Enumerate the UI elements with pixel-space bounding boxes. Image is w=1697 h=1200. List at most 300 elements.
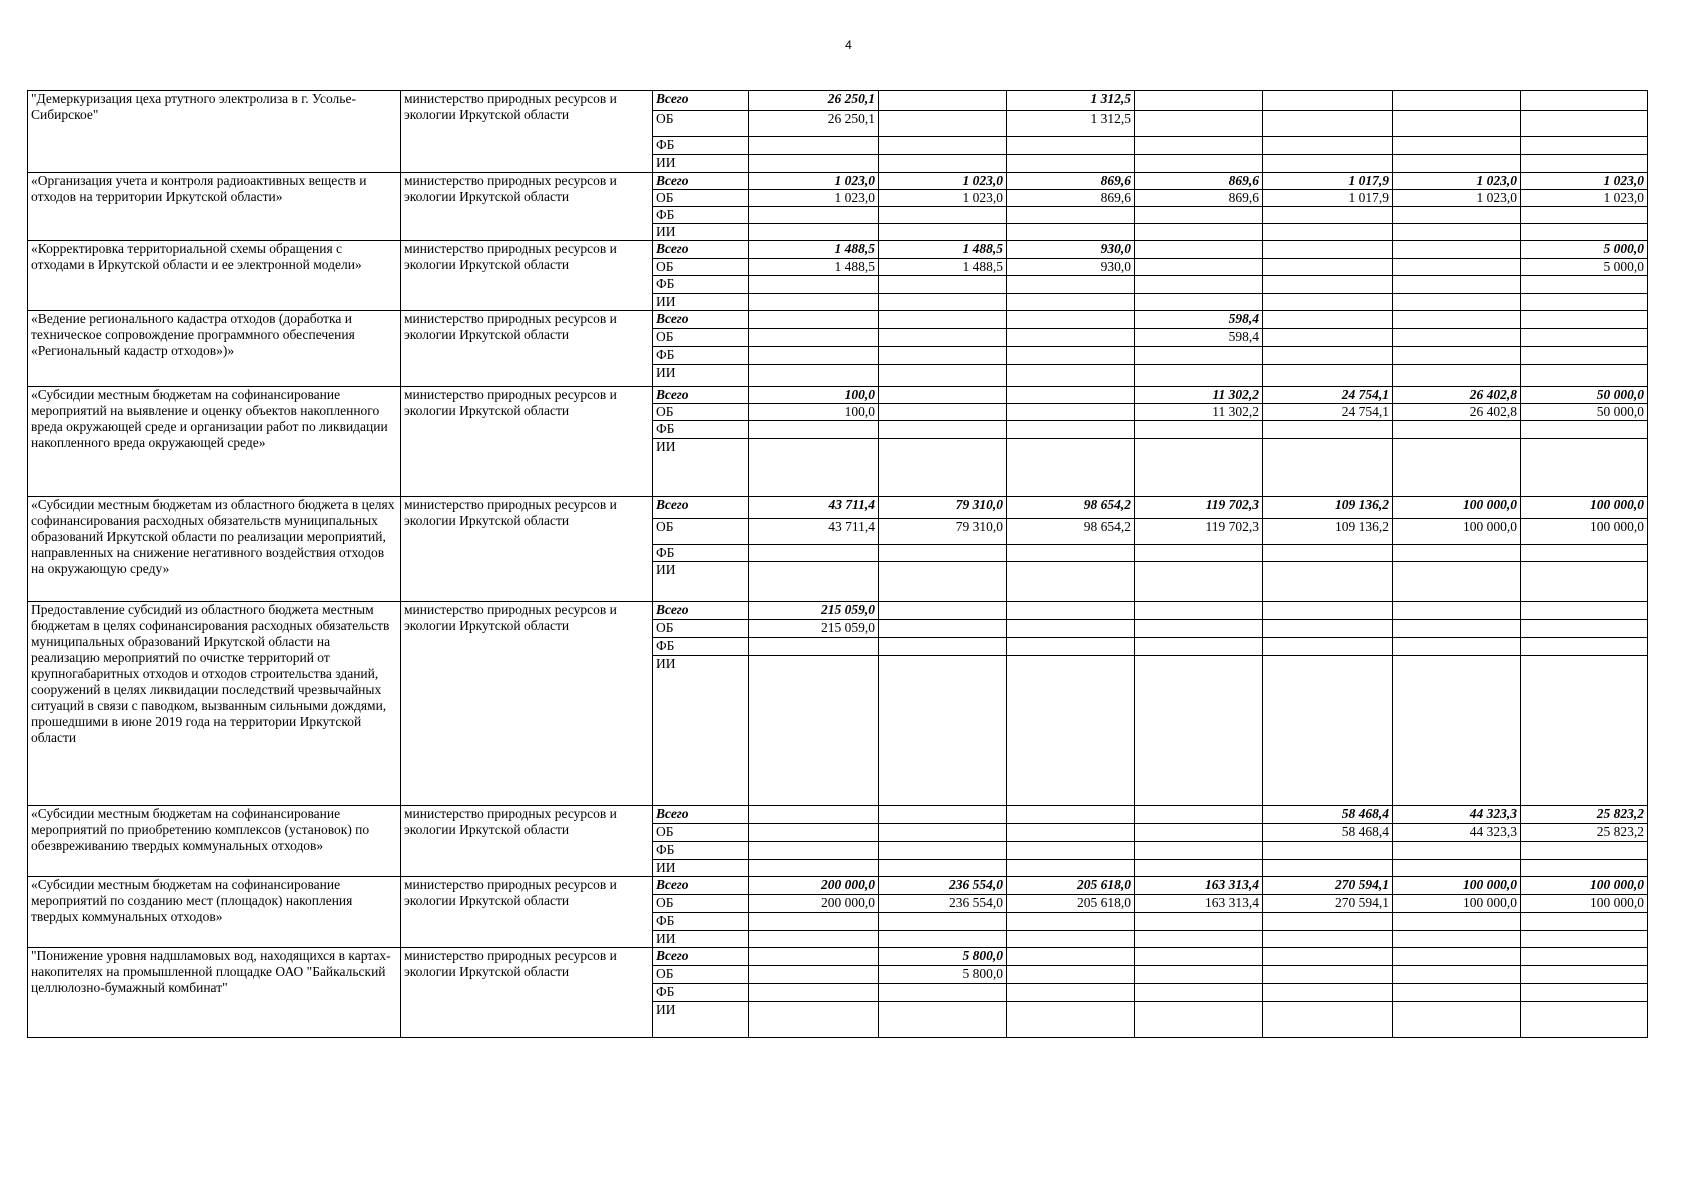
amount-cell bbox=[879, 137, 1007, 155]
amount-cell bbox=[1007, 824, 1135, 842]
amount-cell bbox=[1007, 656, 1135, 806]
amount-cell: 119 702,3 bbox=[1135, 519, 1263, 545]
amount-cell bbox=[1263, 155, 1393, 173]
amount-cell bbox=[1263, 276, 1393, 294]
amount-cell bbox=[1135, 824, 1263, 842]
amount-cell bbox=[1393, 111, 1521, 137]
amount-cell bbox=[1263, 860, 1393, 877]
amount-cell bbox=[1263, 948, 1393, 966]
amount-cell bbox=[1135, 224, 1263, 241]
amount-cell: 100 000,0 bbox=[1393, 497, 1521, 519]
amount-cell bbox=[1521, 966, 1648, 984]
funding-source-label: ОБ bbox=[653, 966, 749, 984]
amount-cell bbox=[1263, 259, 1393, 276]
table-row bbox=[28, 311, 1648, 329]
table-row bbox=[28, 173, 1648, 190]
amount-cell: 58 468,4 bbox=[1263, 824, 1393, 842]
amount-cell: 109 136,2 bbox=[1263, 497, 1393, 519]
table-row bbox=[28, 91, 1648, 111]
amount-cell bbox=[879, 562, 1007, 602]
amount-cell bbox=[1393, 276, 1521, 294]
executor: министерство природных ресурсов и экологии Иркутской области bbox=[401, 877, 653, 948]
amount-cell: 236 554,0 bbox=[879, 895, 1007, 913]
amount-cell bbox=[1263, 241, 1393, 259]
measure-name: «Субсидии местным бюджетам на софинансирование мероприятий по приобретению комплексов (установок) по обезвреживанию твердых коммунальных отходов» bbox=[28, 806, 401, 877]
amount-cell bbox=[1007, 948, 1135, 966]
amount-cell: 100 000,0 bbox=[1521, 877, 1648, 895]
amount-cell bbox=[749, 860, 879, 877]
amount-cell bbox=[749, 421, 879, 439]
amount-cell: 100 000,0 bbox=[1393, 877, 1521, 895]
amount-cell bbox=[1263, 638, 1393, 656]
amount-cell bbox=[1521, 545, 1648, 562]
executor: министерство природных ресурсов и экологии Иркутской области bbox=[401, 387, 653, 497]
amount-cell bbox=[1393, 329, 1521, 347]
amount-cell: 215 059,0 bbox=[749, 620, 879, 638]
amount-cell bbox=[1135, 966, 1263, 984]
amount-cell bbox=[1521, 137, 1648, 155]
amount-cell bbox=[1393, 948, 1521, 966]
amount-cell bbox=[1393, 860, 1521, 877]
amount-cell bbox=[749, 656, 879, 806]
executor: министерство природных ресурсов и экологии Иркутской области bbox=[401, 173, 653, 241]
amount-cell bbox=[1263, 984, 1393, 1002]
amount-cell bbox=[1521, 347, 1648, 365]
amount-cell: 100,0 bbox=[749, 404, 879, 421]
amount-cell bbox=[1007, 404, 1135, 421]
amount-cell: 43 711,4 bbox=[749, 497, 879, 519]
amount-cell: 1 488,5 bbox=[749, 241, 879, 259]
amount-cell: 1 017,9 bbox=[1263, 190, 1393, 207]
amount-cell bbox=[879, 347, 1007, 365]
amount-cell: 270 594,1 bbox=[1263, 877, 1393, 895]
amount-cell: 869,6 bbox=[1135, 173, 1263, 190]
amount-cell bbox=[879, 860, 1007, 877]
amount-cell bbox=[879, 224, 1007, 241]
amount-cell bbox=[1135, 155, 1263, 173]
amount-cell bbox=[1393, 311, 1521, 329]
amount-cell bbox=[749, 824, 879, 842]
amount-cell bbox=[1007, 421, 1135, 439]
funding-source-label: ИИ bbox=[653, 860, 749, 877]
funding-source-label: Всего bbox=[653, 387, 749, 404]
amount-cell: 236 554,0 bbox=[879, 877, 1007, 895]
funding-source-label: ОБ bbox=[653, 404, 749, 421]
amount-cell bbox=[1135, 111, 1263, 137]
amount-cell bbox=[1521, 602, 1648, 620]
amount-cell bbox=[1393, 1002, 1521, 1038]
amount-cell bbox=[1263, 842, 1393, 860]
funding-source-label: Всего bbox=[653, 173, 749, 190]
amount-cell bbox=[1393, 602, 1521, 620]
amount-cell bbox=[879, 1002, 1007, 1038]
amount-cell: 1 023,0 bbox=[879, 190, 1007, 207]
amount-cell bbox=[1007, 311, 1135, 329]
amount-cell bbox=[1521, 365, 1648, 387]
amount-cell bbox=[1135, 913, 1263, 931]
executor: министерство природных ресурсов и экологии Иркутской области bbox=[401, 806, 653, 877]
measure-name: «Субсидии местным бюджетам из областного бюджета в целях софинансирования расходных обязательств муниципальных образований Иркутской области по реализации мероприятий, направленных на снижение негативного воздействия отходов на окружающую среду» bbox=[28, 497, 401, 602]
amount-cell bbox=[879, 824, 1007, 842]
amount-cell bbox=[1007, 207, 1135, 224]
amount-cell: 1 488,5 bbox=[749, 259, 879, 276]
amount-cell bbox=[879, 207, 1007, 224]
amount-cell bbox=[879, 913, 1007, 931]
amount-cell bbox=[1393, 842, 1521, 860]
amount-cell: 1 023,0 bbox=[879, 173, 1007, 190]
amount-cell bbox=[1135, 656, 1263, 806]
amount-cell bbox=[1393, 137, 1521, 155]
amount-cell bbox=[1521, 276, 1648, 294]
amount-cell bbox=[1521, 91, 1648, 111]
amount-cell bbox=[1393, 931, 1521, 948]
amount-cell: 5 000,0 bbox=[1521, 259, 1648, 276]
amount-cell bbox=[1007, 439, 1135, 497]
amount-cell bbox=[879, 404, 1007, 421]
funding-source-label: ИИ bbox=[653, 224, 749, 241]
amount-cell bbox=[879, 545, 1007, 562]
amount-cell bbox=[1135, 806, 1263, 824]
amount-cell bbox=[749, 347, 879, 365]
amount-cell: 5 800,0 bbox=[879, 948, 1007, 966]
amount-cell bbox=[1263, 347, 1393, 365]
amount-cell: 79 310,0 bbox=[879, 497, 1007, 519]
amount-cell bbox=[1521, 860, 1648, 877]
executor: министерство природных ресурсов и экологии Иркутской области bbox=[401, 602, 653, 806]
funding-source-label: ФБ bbox=[653, 207, 749, 224]
amount-cell bbox=[1521, 224, 1648, 241]
amount-cell: 598,4 bbox=[1135, 311, 1263, 329]
amount-cell: 869,6 bbox=[1007, 190, 1135, 207]
amount-cell bbox=[1521, 562, 1648, 602]
table-row bbox=[28, 948, 1648, 966]
amount-cell: 24 754,1 bbox=[1263, 387, 1393, 404]
amount-cell bbox=[1007, 329, 1135, 347]
amount-cell: 43 711,4 bbox=[749, 519, 879, 545]
amount-cell bbox=[1263, 224, 1393, 241]
amount-cell bbox=[1521, 620, 1648, 638]
table-row bbox=[28, 387, 1648, 404]
amount-cell bbox=[749, 545, 879, 562]
amount-cell: 1 488,5 bbox=[879, 241, 1007, 259]
executor: министерство природных ресурсов и экологии Иркутской области bbox=[401, 241, 653, 311]
amount-cell bbox=[1135, 948, 1263, 966]
amount-cell bbox=[1007, 155, 1135, 173]
table-row bbox=[28, 602, 1648, 620]
amount-cell bbox=[879, 387, 1007, 404]
amount-cell bbox=[1135, 294, 1263, 311]
amount-cell: 100 000,0 bbox=[1393, 895, 1521, 913]
funding-source-label: Всего bbox=[653, 602, 749, 620]
amount-cell bbox=[1007, 966, 1135, 984]
funding-source-label: ФБ bbox=[653, 913, 749, 931]
amount-cell: 44 323,3 bbox=[1393, 824, 1521, 842]
funding-source-label: ОБ bbox=[653, 824, 749, 842]
amount-cell bbox=[1263, 439, 1393, 497]
funding-source-label: ФБ bbox=[653, 545, 749, 562]
amount-cell bbox=[1007, 913, 1135, 931]
amount-cell: 1 017,9 bbox=[1263, 173, 1393, 190]
amount-cell bbox=[1007, 365, 1135, 387]
amount-cell bbox=[1135, 562, 1263, 602]
amount-cell bbox=[1135, 842, 1263, 860]
amount-cell bbox=[1393, 365, 1521, 387]
funding-source-label: ОБ bbox=[653, 190, 749, 207]
amount-cell bbox=[1263, 913, 1393, 931]
funding-source-label: ИИ bbox=[653, 155, 749, 173]
amount-cell bbox=[879, 421, 1007, 439]
amount-cell bbox=[1263, 311, 1393, 329]
amount-cell: 205 618,0 bbox=[1007, 895, 1135, 913]
amount-cell: 26 402,8 bbox=[1393, 404, 1521, 421]
amount-cell: 26 402,8 bbox=[1393, 387, 1521, 404]
budget-table bbox=[27, 90, 1648, 1038]
amount-cell bbox=[1393, 966, 1521, 984]
amount-cell: 26 250,1 bbox=[749, 91, 879, 111]
amount-cell: 50 000,0 bbox=[1521, 387, 1648, 404]
amount-cell bbox=[1521, 638, 1648, 656]
page-number: 4 bbox=[845, 38, 852, 52]
amount-cell: 100 000,0 bbox=[1393, 519, 1521, 545]
amount-cell: 5 000,0 bbox=[1521, 241, 1648, 259]
amount-cell bbox=[1007, 602, 1135, 620]
amount-cell bbox=[879, 984, 1007, 1002]
amount-cell bbox=[1393, 294, 1521, 311]
funding-source-label: ОБ bbox=[653, 895, 749, 913]
amount-cell bbox=[879, 365, 1007, 387]
amount-cell: 98 654,2 bbox=[1007, 519, 1135, 545]
amount-cell bbox=[1007, 562, 1135, 602]
amount-cell: 200 000,0 bbox=[749, 877, 879, 895]
amount-cell: 163 313,4 bbox=[1135, 895, 1263, 913]
amount-cell bbox=[1263, 421, 1393, 439]
table-row bbox=[28, 877, 1648, 895]
measure-name: "Демеркуризация цеха ртутного электролиза в г. Усолье-Сибирское" bbox=[28, 91, 401, 173]
amount-cell bbox=[749, 1002, 879, 1038]
amount-cell bbox=[1393, 620, 1521, 638]
amount-cell bbox=[1135, 259, 1263, 276]
amount-cell bbox=[1521, 913, 1648, 931]
amount-cell bbox=[749, 842, 879, 860]
amount-cell bbox=[1393, 984, 1521, 1002]
amount-cell bbox=[1393, 347, 1521, 365]
amount-cell bbox=[1393, 207, 1521, 224]
measure-name: Предоставление субсидий из областного бюджета местным бюджетам в целях софинансирования расходных обязательств муниципальных образований Иркутской области на реализацию мероприятий по очистке территорий от крупногабаритных отходов и отходов строительства зданий, сооружений в целях ликвидации последствий чрезвычайных ситуаций в связи с паводком, вызванным сильными дождями, прошедшими в июне 2019 года на территории Иркутской области bbox=[28, 602, 401, 806]
amount-cell bbox=[749, 948, 879, 966]
amount-cell bbox=[879, 656, 1007, 806]
amount-cell bbox=[879, 602, 1007, 620]
funding-source-label: Всего bbox=[653, 311, 749, 329]
measure-name: «Субсидии местным бюджетам на софинансирование мероприятий по созданию мест (площадок) накопления твердых коммунальных отходов» bbox=[28, 877, 401, 948]
amount-cell bbox=[1007, 1002, 1135, 1038]
funding-source-label: ФБ bbox=[653, 347, 749, 365]
amount-cell bbox=[1135, 1002, 1263, 1038]
amount-cell bbox=[1007, 294, 1135, 311]
amount-cell bbox=[1393, 638, 1521, 656]
amount-cell bbox=[1263, 207, 1393, 224]
amount-cell: 1 312,5 bbox=[1007, 111, 1135, 137]
amount-cell bbox=[749, 806, 879, 824]
amount-cell bbox=[1007, 860, 1135, 877]
amount-cell bbox=[749, 276, 879, 294]
amount-cell bbox=[1135, 347, 1263, 365]
amount-cell bbox=[1263, 602, 1393, 620]
amount-cell bbox=[1135, 91, 1263, 111]
amount-cell bbox=[1007, 620, 1135, 638]
amount-cell bbox=[879, 276, 1007, 294]
amount-cell: 270 594,1 bbox=[1263, 895, 1393, 913]
amount-cell bbox=[1263, 111, 1393, 137]
amount-cell bbox=[1521, 931, 1648, 948]
amount-cell bbox=[1007, 842, 1135, 860]
amount-cell bbox=[1263, 620, 1393, 638]
measure-name: "Понижение уровня надшламовых вод, находящихся в картах-накопителях на промышленной площадке ОАО "Байкальский целлюлозно-бумажный комбинат" bbox=[28, 948, 401, 1038]
amount-cell: 100 000,0 bbox=[1521, 497, 1648, 519]
amount-cell bbox=[1007, 806, 1135, 824]
amount-cell bbox=[1135, 860, 1263, 877]
funding-source-label: ИИ bbox=[653, 365, 749, 387]
amount-cell bbox=[1521, 439, 1648, 497]
amount-cell bbox=[1263, 294, 1393, 311]
funding-source-label: ФБ bbox=[653, 842, 749, 860]
amount-cell bbox=[749, 155, 879, 173]
amount-cell: 79 310,0 bbox=[879, 519, 1007, 545]
funding-source-label: ИИ bbox=[653, 562, 749, 602]
amount-cell bbox=[1393, 155, 1521, 173]
amount-cell bbox=[1135, 207, 1263, 224]
amount-cell bbox=[749, 294, 879, 311]
amount-cell bbox=[1135, 365, 1263, 387]
amount-cell bbox=[1263, 656, 1393, 806]
measure-name: «Субсидии местным бюджетам на софинансирование мероприятий на выявление и оценку объектов накопленного вреда окружающей среде и организации работ по ликвидации накопленного вреда окружающей среде» bbox=[28, 387, 401, 497]
funding-source-label: Всего bbox=[653, 91, 749, 111]
amount-cell bbox=[1393, 224, 1521, 241]
amount-cell bbox=[1135, 421, 1263, 439]
amount-cell: 598,4 bbox=[1135, 329, 1263, 347]
amount-cell bbox=[1521, 421, 1648, 439]
amount-cell: 5 800,0 bbox=[879, 966, 1007, 984]
funding-source-label: ФБ bbox=[653, 984, 749, 1002]
amount-cell bbox=[749, 931, 879, 948]
amount-cell bbox=[1521, 842, 1648, 860]
amount-cell bbox=[1263, 365, 1393, 387]
funding-source-label: Всего bbox=[653, 497, 749, 519]
amount-cell bbox=[1521, 207, 1648, 224]
amount-cell bbox=[1393, 259, 1521, 276]
amount-cell bbox=[1521, 155, 1648, 173]
amount-cell: 58 468,4 bbox=[1263, 806, 1393, 824]
amount-cell bbox=[879, 806, 1007, 824]
executor: министерство природных ресурсов и экологии Иркутской области bbox=[401, 91, 653, 173]
amount-cell: 205 618,0 bbox=[1007, 877, 1135, 895]
amount-cell bbox=[1263, 91, 1393, 111]
amount-cell: 215 059,0 bbox=[749, 602, 879, 620]
amount-cell: 1 023,0 bbox=[749, 190, 879, 207]
amount-cell bbox=[879, 620, 1007, 638]
amount-cell bbox=[749, 984, 879, 1002]
amount-cell bbox=[1263, 966, 1393, 984]
amount-cell bbox=[1393, 656, 1521, 806]
amount-cell bbox=[749, 638, 879, 656]
amount-cell bbox=[1521, 984, 1648, 1002]
amount-cell: 100 000,0 bbox=[1521, 519, 1648, 545]
amount-cell: 109 136,2 bbox=[1263, 519, 1393, 545]
funding-source-label: Всего bbox=[653, 877, 749, 895]
amount-cell bbox=[879, 111, 1007, 137]
funding-source-label: ОБ bbox=[653, 259, 749, 276]
amount-cell bbox=[1007, 638, 1135, 656]
table-row bbox=[28, 497, 1648, 519]
amount-cell bbox=[879, 311, 1007, 329]
amount-cell bbox=[1521, 311, 1648, 329]
funding-source-label: Всего bbox=[653, 948, 749, 966]
amount-cell bbox=[1135, 602, 1263, 620]
funding-source-label: ОБ bbox=[653, 620, 749, 638]
amount-cell: 930,0 bbox=[1007, 241, 1135, 259]
amount-cell: 930,0 bbox=[1007, 259, 1135, 276]
amount-cell bbox=[879, 638, 1007, 656]
amount-cell bbox=[1135, 241, 1263, 259]
funding-source-label: ОБ bbox=[653, 111, 749, 137]
amount-cell bbox=[1135, 984, 1263, 1002]
amount-cell: 24 754,1 bbox=[1263, 404, 1393, 421]
amount-cell: 26 250,1 bbox=[749, 111, 879, 137]
amount-cell bbox=[1007, 387, 1135, 404]
amount-cell bbox=[749, 365, 879, 387]
funding-source-label: ФБ bbox=[653, 276, 749, 294]
amount-cell bbox=[1521, 656, 1648, 806]
funding-source-label: ОБ bbox=[653, 519, 749, 545]
amount-cell bbox=[1135, 137, 1263, 155]
amount-cell bbox=[1135, 638, 1263, 656]
amount-cell bbox=[749, 137, 879, 155]
executor: министерство природных ресурсов и экологии Иркутской области bbox=[401, 948, 653, 1038]
funding-source-label: ФБ bbox=[653, 421, 749, 439]
funding-source-label: ИИ bbox=[653, 1002, 749, 1038]
amount-cell bbox=[1393, 913, 1521, 931]
amount-cell bbox=[1263, 562, 1393, 602]
amount-cell bbox=[749, 966, 879, 984]
amount-cell bbox=[1135, 545, 1263, 562]
funding-source-label: ИИ bbox=[653, 294, 749, 311]
amount-cell bbox=[879, 294, 1007, 311]
executor: министерство природных ресурсов и экологии Иркутской области bbox=[401, 497, 653, 602]
table-row bbox=[28, 241, 1648, 259]
amount-cell: 50 000,0 bbox=[1521, 404, 1648, 421]
amount-cell: 25 823,2 bbox=[1521, 806, 1648, 824]
executor: министерство природных ресурсов и экологии Иркутской области bbox=[401, 311, 653, 387]
amount-cell bbox=[749, 207, 879, 224]
amount-cell bbox=[1135, 276, 1263, 294]
amount-cell: 1 023,0 bbox=[1393, 190, 1521, 207]
amount-cell bbox=[1263, 931, 1393, 948]
amount-cell: 1 488,5 bbox=[879, 259, 1007, 276]
amount-cell: 25 823,2 bbox=[1521, 824, 1648, 842]
amount-cell bbox=[1007, 224, 1135, 241]
amount-cell bbox=[879, 91, 1007, 111]
amount-cell bbox=[749, 224, 879, 241]
amount-cell: 100 000,0 bbox=[1521, 895, 1648, 913]
amount-cell: 869,6 bbox=[1135, 190, 1263, 207]
amount-cell: 1 023,0 bbox=[1521, 173, 1648, 190]
amount-cell: 100,0 bbox=[749, 387, 879, 404]
funding-source-label: ОБ bbox=[653, 329, 749, 347]
amount-cell bbox=[1007, 984, 1135, 1002]
amount-cell bbox=[1135, 620, 1263, 638]
table-row bbox=[28, 806, 1648, 824]
amount-cell bbox=[1521, 329, 1648, 347]
amount-cell bbox=[879, 329, 1007, 347]
